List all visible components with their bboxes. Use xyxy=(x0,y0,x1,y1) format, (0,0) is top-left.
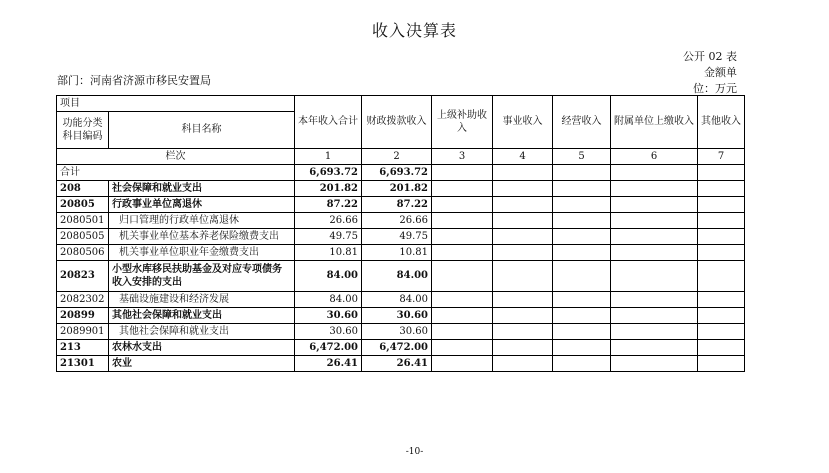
header-col6: 附属单位上缴收入 xyxy=(611,96,698,149)
empty-cell xyxy=(611,245,698,261)
empty-cell xyxy=(553,308,611,324)
empty-cell xyxy=(611,292,698,308)
empty-cell xyxy=(493,181,553,197)
row-name: 农业 xyxy=(109,356,295,372)
empty-cell xyxy=(698,292,745,308)
empty-cell xyxy=(432,197,493,213)
empty-cell xyxy=(553,292,611,308)
empty-cell xyxy=(553,245,611,261)
row-value-2: 10.81 xyxy=(362,245,432,261)
table-row xyxy=(57,245,745,261)
empty-cell xyxy=(432,292,493,308)
table-row xyxy=(57,181,745,197)
row-name: 基础设施建设和经济发展 xyxy=(109,292,295,308)
empty-cell xyxy=(493,261,553,292)
empty-cell xyxy=(493,340,553,356)
empty-cell xyxy=(698,213,745,229)
empty-cell xyxy=(611,340,698,356)
header-subject: 科目名称 xyxy=(109,112,295,149)
row-value-2: 30.60 xyxy=(362,308,432,324)
empty-cell xyxy=(698,340,745,356)
empty-cell xyxy=(611,324,698,340)
empty-cell xyxy=(698,261,745,292)
row-value-1: 84.00 xyxy=(295,261,362,292)
row-value-1: 26.66 xyxy=(295,213,362,229)
empty-cell xyxy=(493,197,553,213)
table-row xyxy=(57,197,745,213)
row-value-2: 49.75 xyxy=(362,229,432,245)
empty-cell xyxy=(432,308,493,324)
empty-cell xyxy=(698,308,745,324)
col-number-7: 7 xyxy=(698,149,745,165)
header-col5: 经营收入 xyxy=(553,96,611,149)
table-row xyxy=(57,213,745,229)
empty-cell xyxy=(493,308,553,324)
row-value-1: 84.00 xyxy=(295,292,362,308)
page-title: 收入决算表 xyxy=(371,21,457,40)
row-value-2: 87.22 xyxy=(362,197,432,213)
empty-cell xyxy=(432,213,493,229)
row-name: 农林水支出 xyxy=(109,340,295,356)
empty-cell xyxy=(553,340,611,356)
col-number-6: 6 xyxy=(611,149,698,165)
table-row xyxy=(57,340,745,356)
empty-cell xyxy=(432,340,493,356)
empty-cell xyxy=(432,261,493,292)
empty-cell xyxy=(432,229,493,245)
row-value-2: 6,472.00 xyxy=(362,340,432,356)
empty-cell xyxy=(553,324,611,340)
col-number-3: 3 xyxy=(432,149,493,165)
empty-cell xyxy=(553,213,611,229)
empty-cell xyxy=(611,308,698,324)
row-value-1: 87.22 xyxy=(295,197,362,213)
page-number: -10- xyxy=(405,447,424,457)
unit-label-line1: 金额单 xyxy=(704,66,737,79)
header-func-code: 功能分类科目编码 xyxy=(57,112,109,149)
income-table xyxy=(56,95,745,372)
empty-cell xyxy=(611,197,698,213)
empty-cell xyxy=(493,245,553,261)
unit-label-line2: 位：万元 xyxy=(693,82,737,95)
table-row xyxy=(57,356,745,372)
total-value-2: 6,693.72 xyxy=(362,165,432,181)
form-number: 公开 02 表 xyxy=(683,50,737,63)
row-value-1: 30.60 xyxy=(295,324,362,340)
col-number-5: 5 xyxy=(553,149,611,165)
row-value-2: 26.66 xyxy=(362,213,432,229)
row-value-1: 6,472.00 xyxy=(295,340,362,356)
row-name: 其他社会保障和就业支出 xyxy=(109,308,295,324)
col-number-1: 1 xyxy=(295,149,362,165)
empty-cell xyxy=(553,165,611,181)
empty-cell xyxy=(553,229,611,245)
header-col7: 其他收入 xyxy=(698,96,745,149)
empty-cell xyxy=(698,165,745,181)
row-value-2: 84.00 xyxy=(362,292,432,308)
row-code: 208 xyxy=(57,181,109,197)
empty-cell xyxy=(432,181,493,197)
header-col1: 本年收入合计 xyxy=(295,96,362,149)
empty-cell xyxy=(553,181,611,197)
header-lanci: 栏次 xyxy=(57,149,295,165)
row-value-2: 26.41 xyxy=(362,356,432,372)
empty-cell xyxy=(493,292,553,308)
table-row xyxy=(57,324,745,340)
row-code: 20805 xyxy=(57,197,109,213)
empty-cell xyxy=(611,213,698,229)
row-code: 2080505 xyxy=(57,229,109,245)
col-number-4: 4 xyxy=(493,149,553,165)
row-value-1: 10.81 xyxy=(295,245,362,261)
empty-cell xyxy=(493,213,553,229)
empty-cell xyxy=(698,181,745,197)
row-value-1: 49.75 xyxy=(295,229,362,245)
empty-cell xyxy=(432,245,493,261)
empty-cell xyxy=(432,165,493,181)
empty-cell xyxy=(698,324,745,340)
total-row xyxy=(57,165,745,181)
row-code: 21301 xyxy=(57,356,109,372)
empty-cell xyxy=(611,165,698,181)
row-value-1: 26.41 xyxy=(295,356,362,372)
header-col3: 上级补助收入 xyxy=(432,96,493,149)
row-name: 归口管理的行政单位离退休 xyxy=(109,213,295,229)
empty-cell xyxy=(432,356,493,372)
empty-cell xyxy=(493,324,553,340)
empty-cell xyxy=(553,356,611,372)
row-value-1: 201.82 xyxy=(295,181,362,197)
row-name: 小型水库移民扶助基金及对应专项债务收入安排的支出 xyxy=(109,261,295,292)
row-code: 20823 xyxy=(57,261,109,292)
table-body xyxy=(57,96,745,372)
table-row xyxy=(57,261,745,292)
row-code: 2080506 xyxy=(57,245,109,261)
row-value-1: 30.60 xyxy=(295,308,362,324)
header-project: 项目 xyxy=(57,96,295,112)
empty-cell xyxy=(493,356,553,372)
empty-cell xyxy=(611,181,698,197)
empty-cell xyxy=(698,197,745,213)
empty-cell xyxy=(698,245,745,261)
row-name: 机关事业单位基本养老保险缴费支出 xyxy=(109,229,295,245)
row-code: 2080501 xyxy=(57,213,109,229)
row-value-2: 201.82 xyxy=(362,181,432,197)
header-col4: 事业收入 xyxy=(493,96,553,149)
row-code: 2082302 xyxy=(57,292,109,308)
row-name: 社会保障和就业支出 xyxy=(109,181,295,197)
row-value-2: 30.60 xyxy=(362,324,432,340)
empty-cell xyxy=(493,165,553,181)
col-number-2: 2 xyxy=(362,149,432,165)
department-label: 部门：河南省济源市移民安置局 xyxy=(57,74,211,87)
row-code: 20899 xyxy=(57,308,109,324)
empty-cell xyxy=(553,197,611,213)
row-code: 2089901 xyxy=(57,324,109,340)
row-name: 机关事业单位职业年金缴费支出 xyxy=(109,245,295,261)
row-code: 213 xyxy=(57,340,109,356)
table-row xyxy=(57,229,745,245)
total-value-1: 6,693.72 xyxy=(295,165,362,181)
table-row xyxy=(57,308,745,324)
header-col2: 财政拨款收入 xyxy=(362,96,432,149)
row-value-2: 84.00 xyxy=(362,261,432,292)
empty-cell xyxy=(432,324,493,340)
row-name: 行政事业单位离退休 xyxy=(109,197,295,213)
empty-cell xyxy=(553,261,611,292)
row-name: 其他社会保障和就业支出 xyxy=(109,324,295,340)
empty-cell xyxy=(611,229,698,245)
empty-cell xyxy=(698,229,745,245)
empty-cell xyxy=(611,261,698,292)
total-label: 合计 xyxy=(57,165,295,181)
table-row xyxy=(57,292,745,308)
empty-cell xyxy=(698,356,745,372)
empty-cell xyxy=(611,356,698,372)
empty-cell xyxy=(493,229,553,245)
